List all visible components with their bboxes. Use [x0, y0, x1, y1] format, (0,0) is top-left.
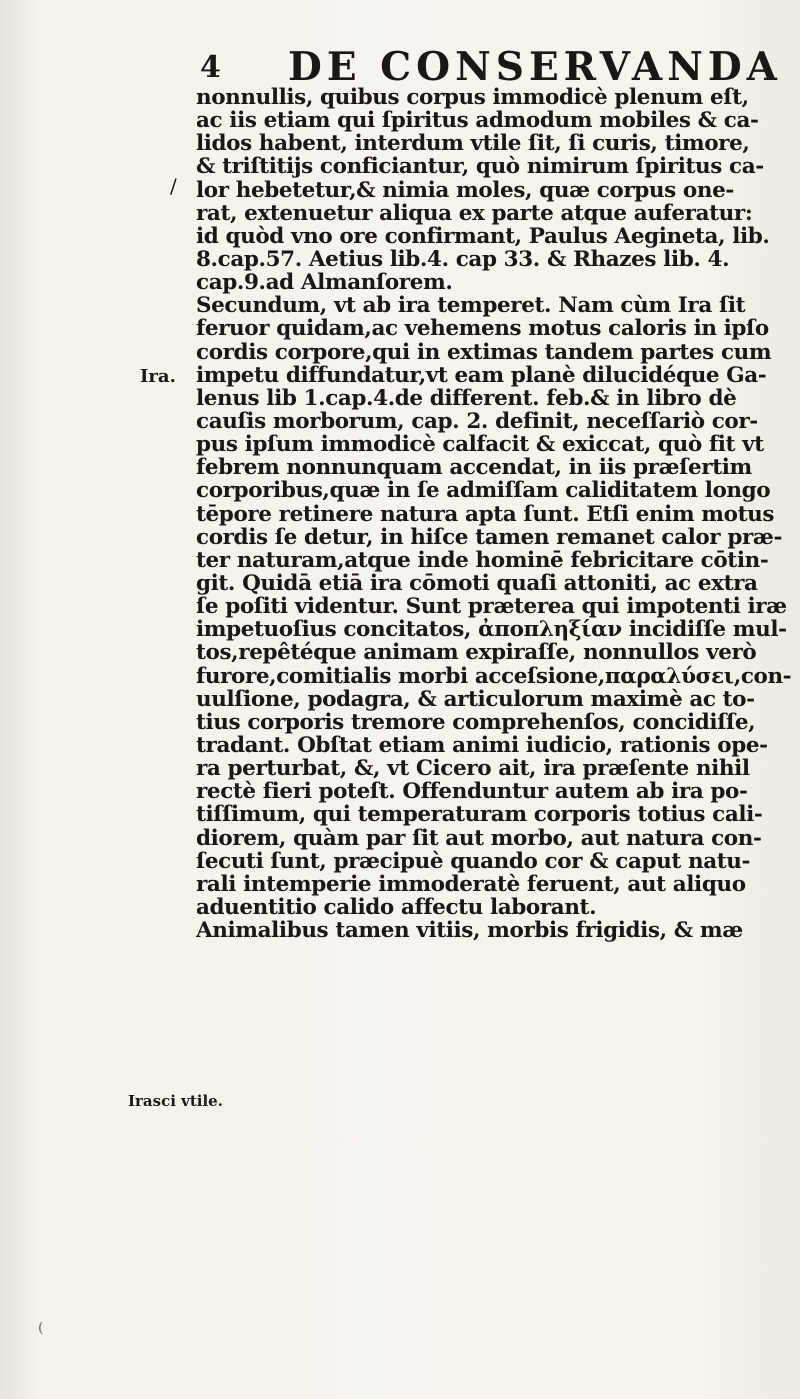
text-line: & triſtitijs conficiantur, quò nimirum ſpiritus ca-	[196, 155, 764, 179]
text-line: tos,repêtéque animam expiraſſe, nonnullos verò	[196, 641, 757, 665]
text-line: Secundum, vt ab ira temperet. Nam cùm Ira ſit	[196, 294, 746, 318]
text-line: corporibus,quæ in ſe admiſſam caliditatem longo	[196, 479, 771, 503]
text-line: id quòd vno ore confirmant, Paulus Aegineta, lib.	[196, 224, 770, 248]
text-line: tius corporis tremore comprehenſos, concidiſſe,	[196, 710, 756, 734]
marginal-note-irasci-vtile: Irasci vtile.	[128, 1092, 223, 1110]
text-line: cordis ſe detur, in hiſce tamen remanet calor præ-	[196, 525, 782, 549]
text-line: lor hebetetur,& nimia moles, quæ corpus one-	[196, 178, 734, 202]
running-head: DE CONSERVANDA	[288, 44, 782, 90]
text-line: rat, extenuetur aliqua ex parte atque auferatur:	[196, 201, 753, 225]
text-line: feruor quidam,ac vehemens motus caloris in ipſo	[196, 317, 769, 341]
text-line: ſe poſiti videntur. Sunt præterea qui impotenti iræ	[196, 595, 787, 619]
text-line: cordis corpore,qui in extimas tandem partes cum	[196, 340, 772, 364]
text-line: 8.cap.57. Aetius lib.4. cap 33. & Rhazes lib. 4.	[196, 247, 730, 272]
text-line: Animalibus tamen vitiis, morbis frigidis, & mæ	[196, 919, 743, 943]
text-line: cap.9.ad Almanſorem.	[196, 271, 453, 295]
text-line: diorem, quàm par ſit aut morbo, aut natura con-	[196, 826, 762, 850]
text-line: ſecuti ſunt, præcipuè quando cor & caput natu-	[196, 849, 751, 873]
text-line: impetuoſius concitatos, ἀποπληξίαν incidiſſe mul-	[196, 618, 787, 642]
text-line: tradant. Obſtat etiam animi iudicio, rationis ope-	[196, 733, 768, 758]
text-line: tiſſimum, qui temperaturam corporis totius cali-	[196, 803, 763, 827]
margin-stray-mark: (	[38, 1320, 44, 1336]
text-line: cauſis morborum, cap. 2. definit, neceſſariò cor-	[196, 409, 758, 434]
text-line: ter naturam,atque inde hominē febricitare cōtin-	[196, 548, 769, 572]
body-text	[196, 86, 791, 942]
text-line: tēpore retinere natura apta ſunt. Etſi enim motus	[196, 502, 775, 526]
text-line: impetu diffundatur,vt eam planè dilucidéque Ga-	[196, 363, 767, 387]
text-line: ra perturbat, &, vt Cicero ait, ira præſente nihil	[196, 757, 750, 781]
marginal-note-ira: Ira.	[140, 366, 176, 387]
text-line: rectè fieri poteſt. Offenduntur autem ab ira po-	[196, 780, 748, 804]
text-line: ac iis etiam qui ſpiritus admodum mobiles & ca-	[196, 109, 759, 133]
margin-slash-mark: /	[170, 174, 177, 198]
text-line: uulſione, podagra, & articulorum maximè ac to-	[196, 687, 755, 711]
text-line: febrem nonnunquam accendat, in iis præſertim	[196, 456, 752, 480]
text-line: lidos habent, interdum vtile ſit, ſi curis, timore,	[196, 132, 750, 156]
text-line: lenus lib 1.cap.4.de different. feb.& in libro dè	[196, 386, 737, 410]
text-line: nonnullis, quibus corpus immodicè plenum eſt,	[196, 86, 749, 110]
text-line: aduentitio calido affectu laborant.	[196, 895, 597, 920]
text-line: rali intemperie immoderatè feruent, aut aliquo	[196, 872, 746, 896]
text-line: pus ipſum immodicè calfacit & exiccat, quò fit vt	[196, 433, 764, 457]
text-line: furore,comitialis morbi acceſsione,παραλύσει,con-	[196, 664, 791, 688]
page-number: 4	[200, 50, 222, 85]
text-line: git. Quidā etiā ira cōmoti quaſi attoniti, ac extra	[196, 571, 758, 596]
